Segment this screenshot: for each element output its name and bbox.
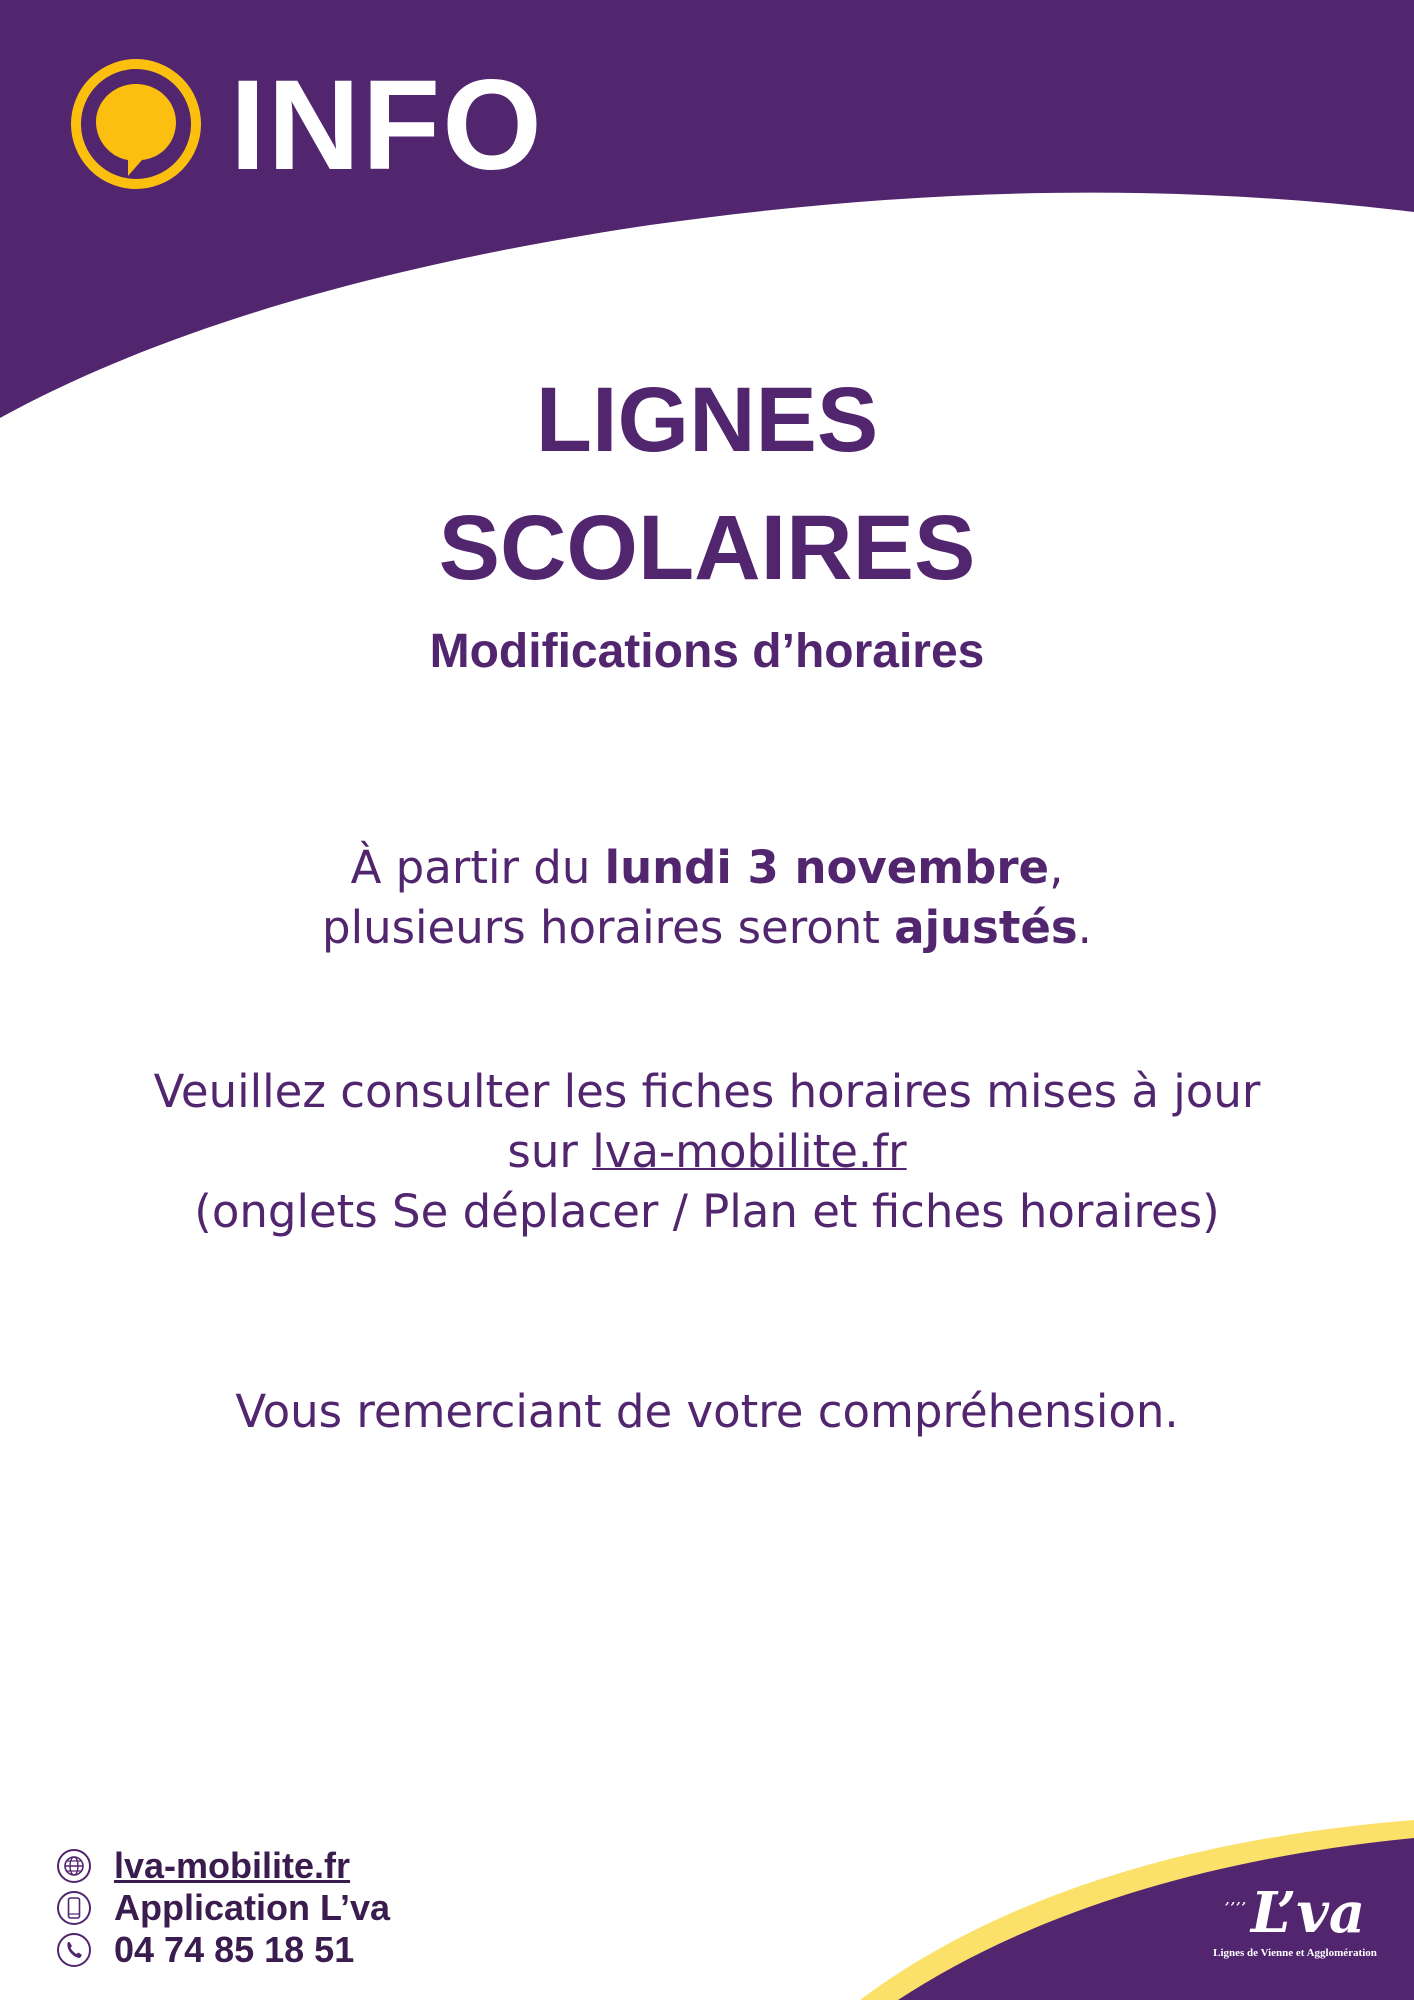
footer-phone-label[interactable]: 04 74 85 18 51 xyxy=(114,1929,355,1970)
globe-icon xyxy=(56,1848,92,1884)
speech-bubble-icon xyxy=(68,58,204,194)
page-title-line1: LIGNES xyxy=(535,369,879,471)
footer-website[interactable] xyxy=(56,1846,350,1886)
notice-paragraph-consult xyxy=(0,1062,1414,1242)
adjusted-word: ajustés xyxy=(894,901,1078,954)
notice-line: Veuillez consulter les fiches horaires mises à jour xyxy=(153,1065,1261,1118)
smartphone-icon xyxy=(56,1890,92,1926)
header-band xyxy=(0,0,1414,430)
lva-wordmark: L’va xyxy=(1250,1880,1366,1946)
page-title-line2: SCOLAIRES xyxy=(438,497,976,599)
footer-website-label[interactable]: lva-mobilite.fr xyxy=(114,1845,351,1886)
notice-line: sur lva-mobilite.fr xyxy=(507,1125,907,1178)
phone-icon xyxy=(56,1932,92,1968)
notice-line: (onglets Se déplacer / Plan et fiches horaires) xyxy=(194,1185,1220,1238)
notice-line: À partir du lundi 3 novembre, xyxy=(350,841,1064,894)
footer-app xyxy=(56,1888,390,1928)
page-subtitle: Modifications d’horaires xyxy=(429,625,985,678)
website-link[interactable]: lva-mobilite.fr xyxy=(592,1125,907,1178)
effective-date: lundi 3 novembre xyxy=(604,841,1050,894)
footer-phone[interactable] xyxy=(56,1930,354,1970)
notice-paragraph-thanks: Vous remerciant de votre compréhension. xyxy=(235,1385,1179,1438)
footer-app-label: Application L’va xyxy=(114,1887,391,1928)
notice-paragraph-date xyxy=(0,838,1414,958)
lva-tagline: Lignes de Vienne et Agglomération xyxy=(1213,1947,1377,1959)
notice-line: plusieurs horaires seront ajustés. xyxy=(322,901,1092,954)
lva-logo: $^{ʼʼʼʼ}$L’va Lignes de Vienne et Agglomération xyxy=(1190,1876,1400,1960)
info-heading: INFO xyxy=(230,54,544,197)
